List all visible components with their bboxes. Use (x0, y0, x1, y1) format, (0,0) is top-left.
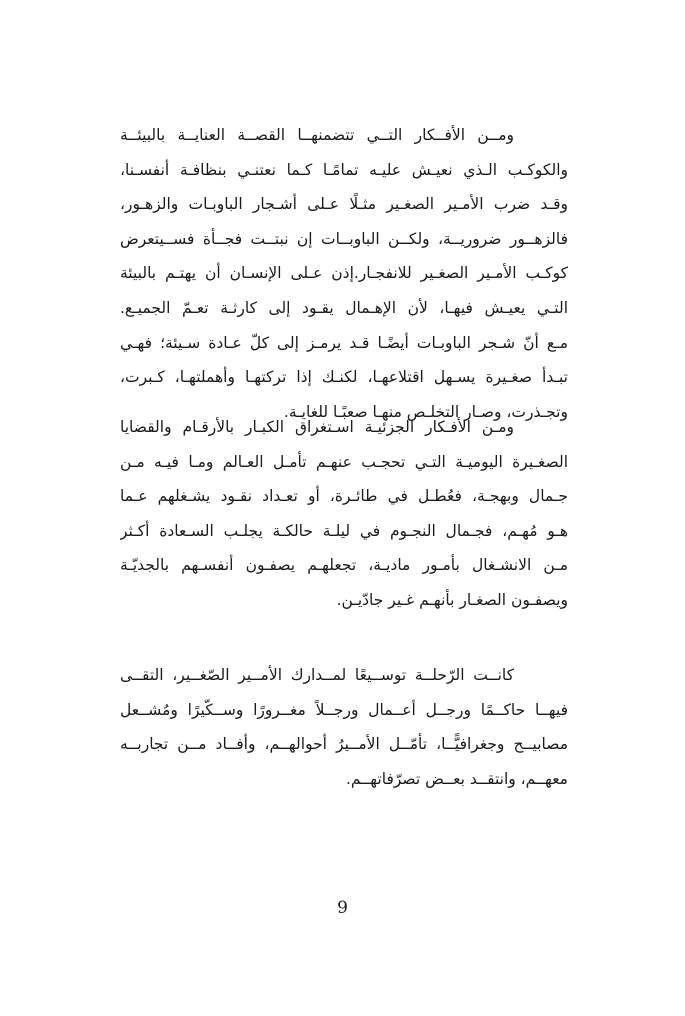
paragraph-journey (120, 658, 568, 796)
text-line: ومــن الأفــكار التــي تتضمنهــا القصــة العنايــة بالبيئــة (120, 126, 514, 144)
page-number: 9 (337, 898, 348, 918)
paragraph-environment (120, 118, 568, 429)
text-line: فالزهــور ضروريــة، ولكــن الباوبــات إن نبتــت فجــأة فســيتعرض (120, 229, 568, 248)
text-line: مـن الانشـغال بأمـور ماديـة، تجعلهـم يصفـون أنفسـهم بالجديّـة (120, 556, 568, 575)
text-line: وتجـذرت، وصـار التخلـص منهـا صعبًـا للغايـة. (283, 402, 568, 421)
text-line: كوكـب الأمـير الصغـير للانفجـار.إذن عـلى الإنسـان أن يهتـم بالبيئة (120, 264, 568, 283)
text-line: تبـدأ صغـيرة يسـهل اقتلاعهـا، لكنـك إذا تركتهـا وأهملتهـا، كـبرت، (120, 368, 568, 387)
paragraph-grownups (120, 410, 568, 618)
text-line: كانــت الرّحلــة توســيعًا لمــدارك الأمــير الصّغــير، التقــى (120, 666, 514, 684)
text-line: مـع أنّ شـجر الباوبـات أيضًـا قـد يرمـز إلى كلّ عـادة سـيئة؛ فهـي (120, 333, 568, 352)
text-line: ويصفـون الصغـار بأنهـم غـير جادّيـن. (336, 590, 568, 609)
text-line: فيهــا حاكــمًا ورجــل أعــمال ورجــلاً مغــرورًا وســكّيرًا ومُشــعل (120, 700, 568, 719)
text-line: ومـن الأفـكار الجزئيـة اسـتغراق الكبـار بالأرقـام والقضايا (120, 418, 514, 436)
text-line: التـي يعيـش فيهـا، لأن الإهـمال يقـود إلى كارثـة تعـمّ الجميـع. (120, 298, 568, 317)
text-line: معهــم، وانتقــد بعــض تصرّفاتهــم. (345, 769, 568, 788)
text-line: الصغـيرة اليوميـة التـي تحجـب عنهـم تأمـل العـالم ومـا فيـه مـن (120, 452, 568, 471)
text-line: والكوكـب الـذي نعيـش عليـه تمامًـا كـما نعتنـي بنظافـة أنفسـنا، (120, 160, 568, 179)
text-line: وقـد ضرب الأمـير الصغـير مثـلًا عـلى أشـجار الباوبـات والزهـور، (120, 195, 568, 214)
text-line: جـمال وبهجـة، فعُطـل في طائـرة، أو تعـداد نقـود يشـغلهم عـما (120, 487, 568, 506)
text-line: مصابيــح وجغرافيًّــا، تأمّــل الأمــيرُ أحوالهــم، وأفــاد مــن تجاربــه (120, 735, 568, 754)
text-line: هـو مُهـم، فجـمال النجـوم في ليلـة حالكـة يجلـب السـعادة أكـثر (120, 521, 568, 540)
